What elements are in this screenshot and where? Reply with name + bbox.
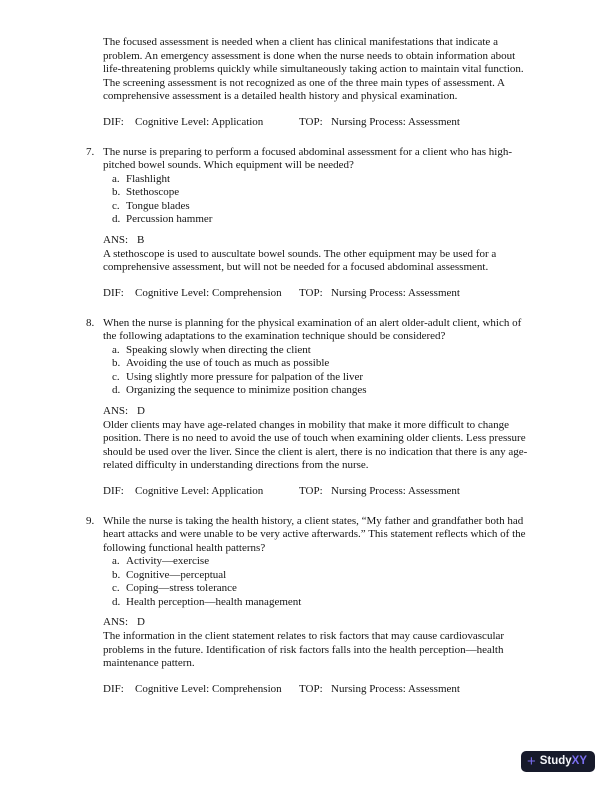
question-rationale: The information in the client statement relates to risk factors that may cause cardiovascular problems in the future. Identification of risk factors falls into the health perception—health maintenance pattern. [103,630,505,669]
questions-list [86,145,533,697]
question-dif-top-line [103,683,533,697]
dif-value: Cognitive Level: Application [135,484,264,497]
option-text: Cognitive—perceptual [126,568,227,581]
option-row [103,371,533,385]
option-row [103,569,533,583]
question-block [86,145,533,301]
option-row [103,213,533,227]
option-text: Activity—exercise [126,555,210,567]
option-letter: c. [112,370,120,383]
option-letter: d. [112,384,121,396]
answer-line [103,616,533,630]
dif-label: DIF: [103,484,124,497]
option-text: Flashlight [126,172,171,185]
answer-value: D [137,404,145,417]
option-text: Speaking slowly when directing the client [126,343,311,356]
question-dif-top-line [103,287,533,301]
option-row [103,186,533,200]
intro-dif-top-line [103,116,533,130]
question-stem: The nurse is preparing to perform a focused abdominal assessment for a client who has high-pitched bowel sounds. Which equipment will be needed? [103,145,513,171]
options-list [103,344,533,398]
brand-name-accent: XY [571,755,587,767]
brand-name-primary: Study [539,755,572,767]
question-block [86,316,533,499]
top-label: TOP: [299,682,323,695]
option-letter: d. [112,213,121,225]
question-number: 9. [86,514,95,527]
top-value: Nursing Process: Assessment [331,286,460,299]
options-list [103,173,533,227]
options-list [103,555,533,609]
option-row [103,384,533,398]
question-stem-row [86,316,533,344]
question-number: 8. [86,316,95,329]
dif-value: Cognitive Level: Comprehension [135,682,282,695]
option-text: Tongue blades [126,199,190,212]
option-letter: a. [112,555,120,567]
option-text: Percussion hammer [126,213,213,225]
option-row [103,582,533,596]
top-value: Nursing Process: Assessment [331,682,460,695]
dif-label: DIF: [103,115,124,128]
option-letter: a. [112,172,120,185]
intro-rationale-paragraph: The focused assessment is needed when a client has clinical manifestations that indicate a problem. An emergency assessment is done when the nurse needs to obtain information about life-threatening problems quickly while simultaneously taking action to maintain vital function. The screening assessment is not recognized as one of the three main types of assessment. A comprehensive assessment is a detailed health history and physical examination. [103,36,524,102]
option-text: Organizing the sequence to minimize position changes [126,384,367,396]
dif-label: DIF: [103,682,124,695]
option-text: Using slightly more pressure for palpation of the liver [126,370,364,383]
option-letter: c. [112,199,120,212]
dif-value: Cognitive Level: Application [135,115,264,128]
option-letter: d. [112,595,121,608]
option-row [103,173,533,187]
question-rationale: Older clients may have age-related changes in mobility that make it more difficult to change position. There is no need to avoid the use of touch when examining older clients. Less pressure should be used over the liver. Since the client is alert, there is no indication that there is any age-related difficulty in understanding directions from the nurse. [103,418,528,471]
option-text: Coping—stress tolerance [126,582,237,594]
top-value: Nursing Process: Assessment [331,115,460,128]
option-text: Stethoscope [126,186,180,198]
dif-value: Cognitive Level: Comprehension [135,286,282,299]
answer-label: ANS: [103,233,129,246]
option-row [103,357,533,371]
option-row [103,555,533,569]
option-text: Avoiding the use of touch as much as possible [126,357,330,369]
question-rationale: A stethoscope is used to auscultate bowel sounds. The other equipment may be used for a comprehensive assessment, but will not be needed for a focused abdominal assessment. [103,247,497,273]
answer-value: B [137,233,145,246]
plus-icon: + [526,753,536,770]
option-row [103,344,533,358]
option-letter: b. [112,357,121,369]
answer-line [103,405,533,419]
dif-label: DIF: [103,286,124,299]
option-letter: c. [112,582,120,594]
option-row [103,596,533,610]
page-content [86,36,533,697]
answer-label: ANS: [103,616,129,628]
studyxy-logo [521,751,595,772]
question-stem: While the nurse is taking the health history, a client states, “My father and grandfather both had heart attacks and were unable to be very active afterwards.” This statement reflects which of the following functional health patterns? [103,514,526,554]
answer-label: ANS: [103,404,129,417]
top-value: Nursing Process: Assessment [331,484,460,497]
option-letter: b. [112,568,121,581]
question-stem-row [86,514,533,556]
top-label: TOP: [299,115,323,128]
question-block [86,514,533,697]
question-stem: When the nurse is planning for the physical examination of an alert older-adult client, which of the following adaptations to the examination technique should be considered? [103,316,522,342]
answer-line [103,234,533,248]
option-letter: a. [112,343,120,356]
top-label: TOP: [299,484,323,497]
question-number: 7. [86,145,95,158]
option-text: Health perception—health management [126,595,302,608]
option-row [103,200,533,214]
top-label: TOP: [299,286,323,299]
question-stem-row [86,145,533,173]
option-letter: b. [112,186,121,198]
answer-value: D [137,616,145,628]
question-dif-top-line [103,485,533,499]
